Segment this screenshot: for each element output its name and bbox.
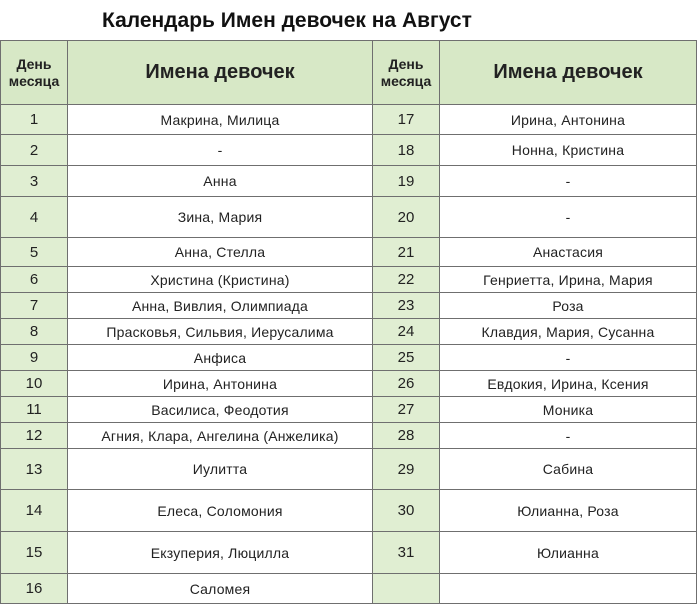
names-cell: Сабина <box>440 449 697 490</box>
names-cell: Елеса, Соломония <box>68 490 373 532</box>
day-cell: 11 <box>1 397 68 423</box>
table-row <box>1 449 697 490</box>
day-cell: 25 <box>373 345 440 371</box>
day-cell: 19 <box>373 166 440 197</box>
day-cell: 28 <box>373 423 440 449</box>
day-cell: 30 <box>373 490 440 532</box>
page-title: Календарь Имен девочек на Август <box>102 9 472 32</box>
day-cell: 7 <box>1 293 68 319</box>
names-cell: Юлианна, Роза <box>440 490 697 532</box>
day-cell: 26 <box>373 371 440 397</box>
table-row <box>1 267 697 293</box>
names-cell: Екзуперия, Люцилла <box>68 532 373 574</box>
table-row <box>1 293 697 319</box>
table-row <box>1 197 697 238</box>
names-cell: Иулитта <box>68 449 373 490</box>
day-cell: 27 <box>373 397 440 423</box>
day-cell: 20 <box>373 197 440 238</box>
names-cell: Агния, Клара, Ангелина (Анжелика) <box>68 423 373 449</box>
names-cell: Анфиса <box>68 345 373 371</box>
day-cell: 21 <box>373 238 440 267</box>
names-cell: Анна, Вивлия, Олимпиада <box>68 293 373 319</box>
names-cell: Ирина, Антонина <box>68 371 373 397</box>
day-cell: 8 <box>1 319 68 345</box>
day-header-line-2: месяца <box>8 72 60 89</box>
day-cell: 24 <box>373 319 440 345</box>
names-cell: Ирина, Антонина <box>440 105 697 135</box>
names-cell: - <box>68 135 373 166</box>
day-cell: 1 <box>1 105 68 135</box>
names-cell: - <box>440 166 697 197</box>
day-cell: 3 <box>1 166 68 197</box>
names-cell: Анна <box>68 166 373 197</box>
day-cell: 17 <box>373 105 440 135</box>
names-cell: Юлианна <box>440 532 697 574</box>
table-row <box>1 238 697 267</box>
table-row <box>1 532 697 574</box>
day-cell: 4 <box>1 197 68 238</box>
day-cell: 10 <box>1 371 68 397</box>
day-cell: 23 <box>373 293 440 319</box>
day-cell: 5 <box>1 238 68 267</box>
name-day-table <box>0 40 697 604</box>
day-cell-empty <box>373 574 440 604</box>
table-row <box>1 135 697 166</box>
day-column-header <box>1 41 68 105</box>
table-row <box>1 574 697 604</box>
day-cell: 22 <box>373 267 440 293</box>
names-column-header: Имена девочек <box>68 41 373 105</box>
table-row <box>1 166 697 197</box>
table-row <box>1 105 697 135</box>
table-row <box>1 371 697 397</box>
names-cell-empty <box>440 574 697 604</box>
day-cell: 16 <box>1 574 68 604</box>
names-cell: Анна, Стелла <box>68 238 373 267</box>
day-cell: 2 <box>1 135 68 166</box>
names-cell: Моника <box>440 397 697 423</box>
day-header-line-2: месяца <box>380 72 432 89</box>
names-cell: Василиса, Феодотия <box>68 397 373 423</box>
day-cell: 14 <box>1 490 68 532</box>
day-cell: 9 <box>1 345 68 371</box>
table-row <box>1 397 697 423</box>
table-header-row <box>1 41 697 105</box>
names-cell: Генриетта, Ирина, Мария <box>440 267 697 293</box>
names-cell: Христина (Кристина) <box>68 267 373 293</box>
names-cell: Макрина, Милица <box>68 105 373 135</box>
day-cell: 29 <box>373 449 440 490</box>
table-row <box>1 423 697 449</box>
day-cell: 15 <box>1 532 68 574</box>
table-row <box>1 319 697 345</box>
table-row <box>1 345 697 371</box>
names-cell: - <box>440 423 697 449</box>
day-cell: 13 <box>1 449 68 490</box>
names-cell: Зина, Мария <box>68 197 373 238</box>
names-cell: Нонна, Кристина <box>440 135 697 166</box>
names-cell: Саломея <box>68 574 373 604</box>
names-cell: Роза <box>440 293 697 319</box>
table-row <box>1 490 697 532</box>
names-cell: - <box>440 345 697 371</box>
names-cell: Прасковья, Сильвия, Иерусалима <box>68 319 373 345</box>
names-column-header-right: Имена девочек <box>440 41 697 105</box>
day-cell: 18 <box>373 135 440 166</box>
day-column-header-right <box>373 41 440 105</box>
names-cell: Евдокия, Ирина, Ксения <box>440 371 697 397</box>
day-cell: 12 <box>1 423 68 449</box>
day-header-line-1: День <box>388 55 424 72</box>
names-cell: Клавдия, Мария, Сусанна <box>440 319 697 345</box>
names-cell: - <box>440 197 697 238</box>
day-cell: 31 <box>373 532 440 574</box>
names-cell: Анастасия <box>440 238 697 267</box>
day-cell: 6 <box>1 267 68 293</box>
day-header-line-1: День <box>16 55 52 72</box>
